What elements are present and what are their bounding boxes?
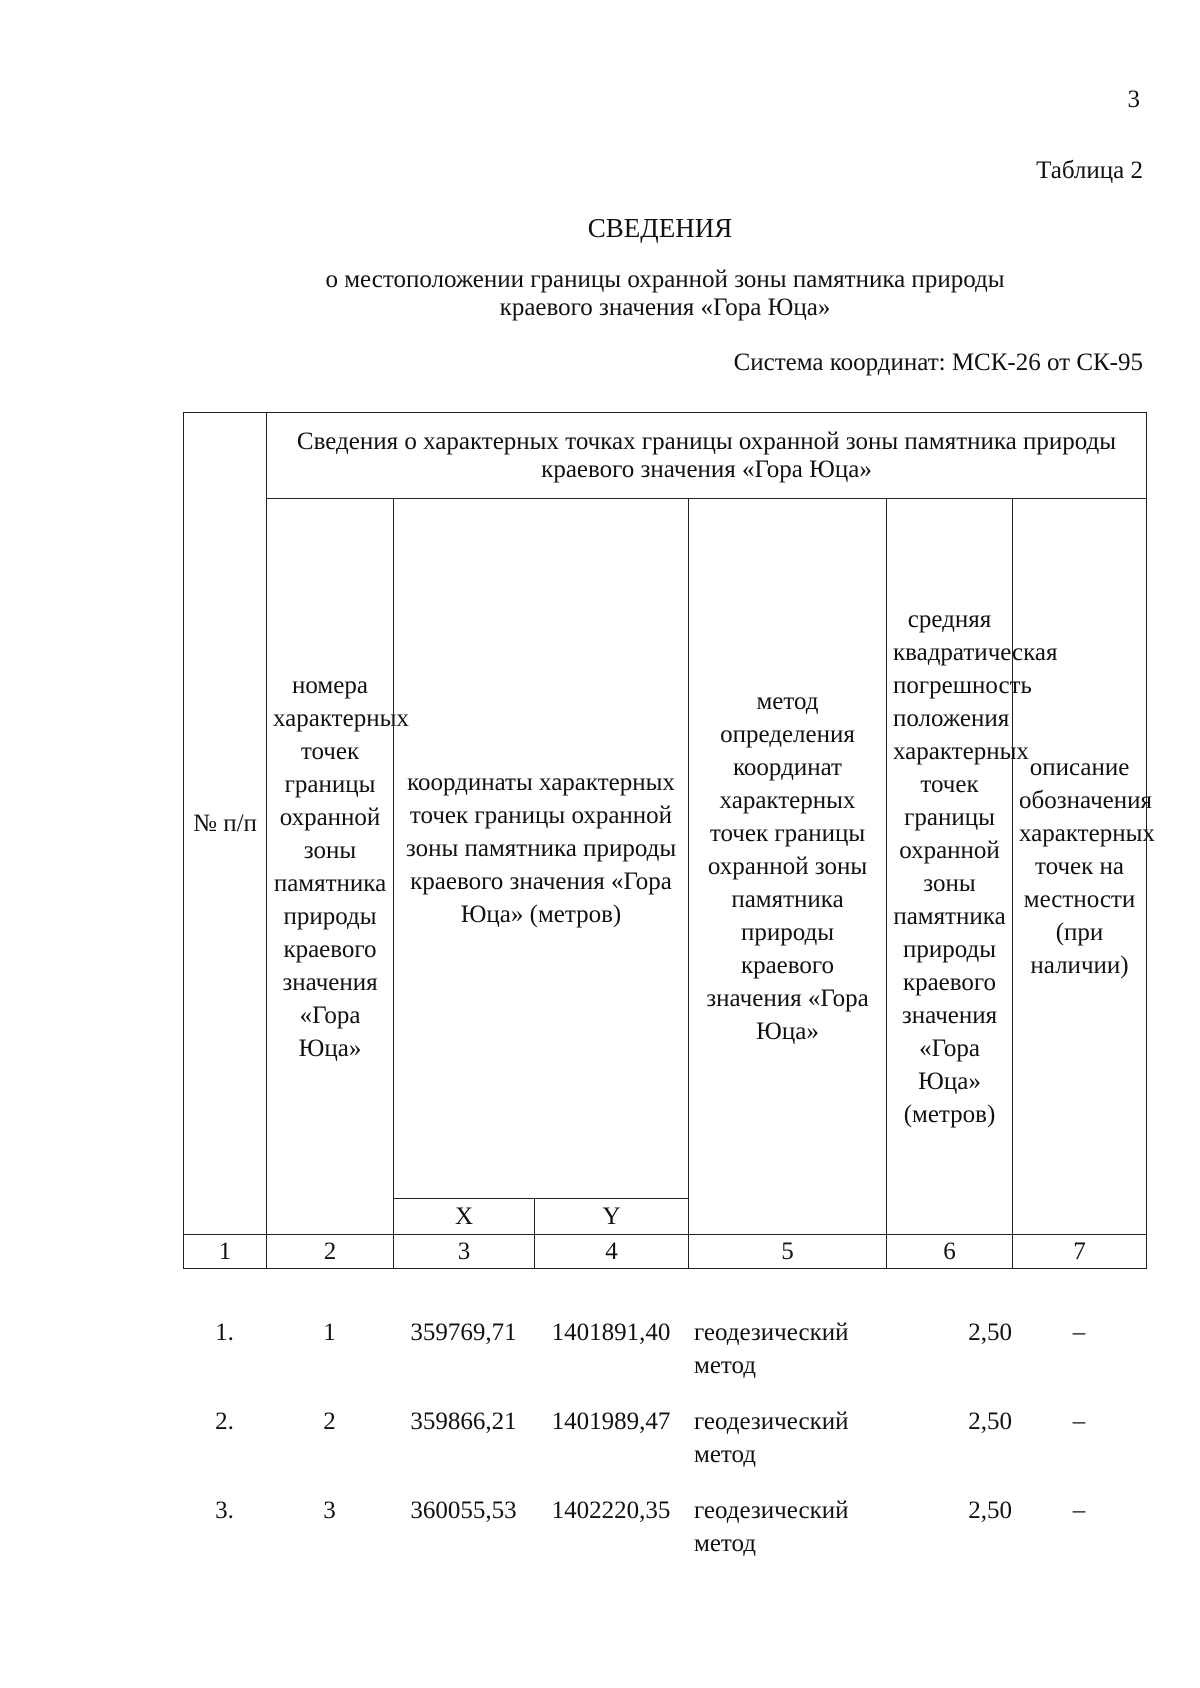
column-number: 2: [267, 1235, 394, 1269]
column-number: 6: [887, 1235, 1013, 1269]
point-number: 3: [323, 1497, 336, 1524]
document-title: СВЕДЕНИЯ: [587, 213, 733, 243]
table-row: [183, 1316, 1146, 1405]
coord-y: 1402220,35: [551, 1497, 671, 1524]
column-number: 5: [689, 1235, 887, 1269]
table-row: [183, 1494, 1146, 1583]
header-table: [183, 412, 1155, 1269]
error: 2,50: [968, 1408, 1012, 1435]
method: геодезический метод: [694, 1497, 849, 1557]
header-y: Y: [535, 1199, 689, 1235]
point-number: 1: [323, 1319, 336, 1346]
error: 2,50: [968, 1319, 1012, 1346]
header-coords-column: координаты характерных точек границы охранной зоны памятника природы краевого значения «Гора Юца» (метров): [394, 499, 689, 1199]
header-description-column: описание обозначения характерных точек на местности (при наличии): [1013, 499, 1147, 1235]
coord-y: 1401891,40: [551, 1319, 671, 1346]
row-number: 2.: [215, 1408, 234, 1435]
column-number: 7: [1013, 1235, 1147, 1269]
description: –: [1072, 1497, 1086, 1524]
column-numbers-row: [184, 1235, 1147, 1269]
header-group: Сведения о характерных точках границы охранной зоны памятника природы краевого значения «Гора Юца»: [267, 413, 1147, 499]
header-points-column: номера характерных точек границы охранной зоны памятника природы краевого значения «Гора Юца»: [267, 499, 394, 1235]
header-method-column: метод определения координат характерных точек границы охранной зоны памятника природы краевого значения «Гора Юца»: [689, 499, 887, 1235]
method: геодезический метод: [694, 1408, 849, 1468]
data-table: [183, 1316, 1146, 1583]
subtitle-line-1: о местоположении границы охранной зоны памятника природы: [325, 266, 1005, 293]
point-number: 2: [323, 1408, 336, 1435]
coord-x: 359769,71: [410, 1319, 517, 1346]
document-subtitle: [150, 266, 1180, 322]
coordinate-system: Система координат: МСК-26 от СК-95: [733, 349, 1143, 376]
header-error-column: средняя квадратическая погрешность положения характерных точек границы охранной зоны памятника природы краевого значения «Гора Юца» (метров): [887, 499, 1013, 1235]
description: –: [1072, 1408, 1086, 1435]
error: 2,50: [968, 1497, 1012, 1524]
method: геодезический метод: [694, 1319, 849, 1379]
column-number: 3: [394, 1235, 535, 1269]
table-label: Таблица 2: [1036, 157, 1143, 184]
table-row: [183, 1405, 1146, 1494]
column-number: 1: [184, 1235, 267, 1269]
description: –: [1072, 1319, 1086, 1346]
page-number: 3: [1127, 86, 1140, 113]
coord-x: 360055,53: [410, 1497, 517, 1524]
column-number: 4: [535, 1235, 689, 1269]
header-x: X: [394, 1199, 535, 1235]
header-number-column: № п/п: [184, 413, 267, 1235]
subtitle-line-2: краевого значения «Гора Юца»: [499, 294, 831, 321]
coord-x: 359866,21: [410, 1408, 517, 1435]
row-number: 3.: [215, 1497, 234, 1524]
coord-y: 1401989,47: [551, 1408, 671, 1435]
row-number: 1.: [215, 1319, 234, 1346]
